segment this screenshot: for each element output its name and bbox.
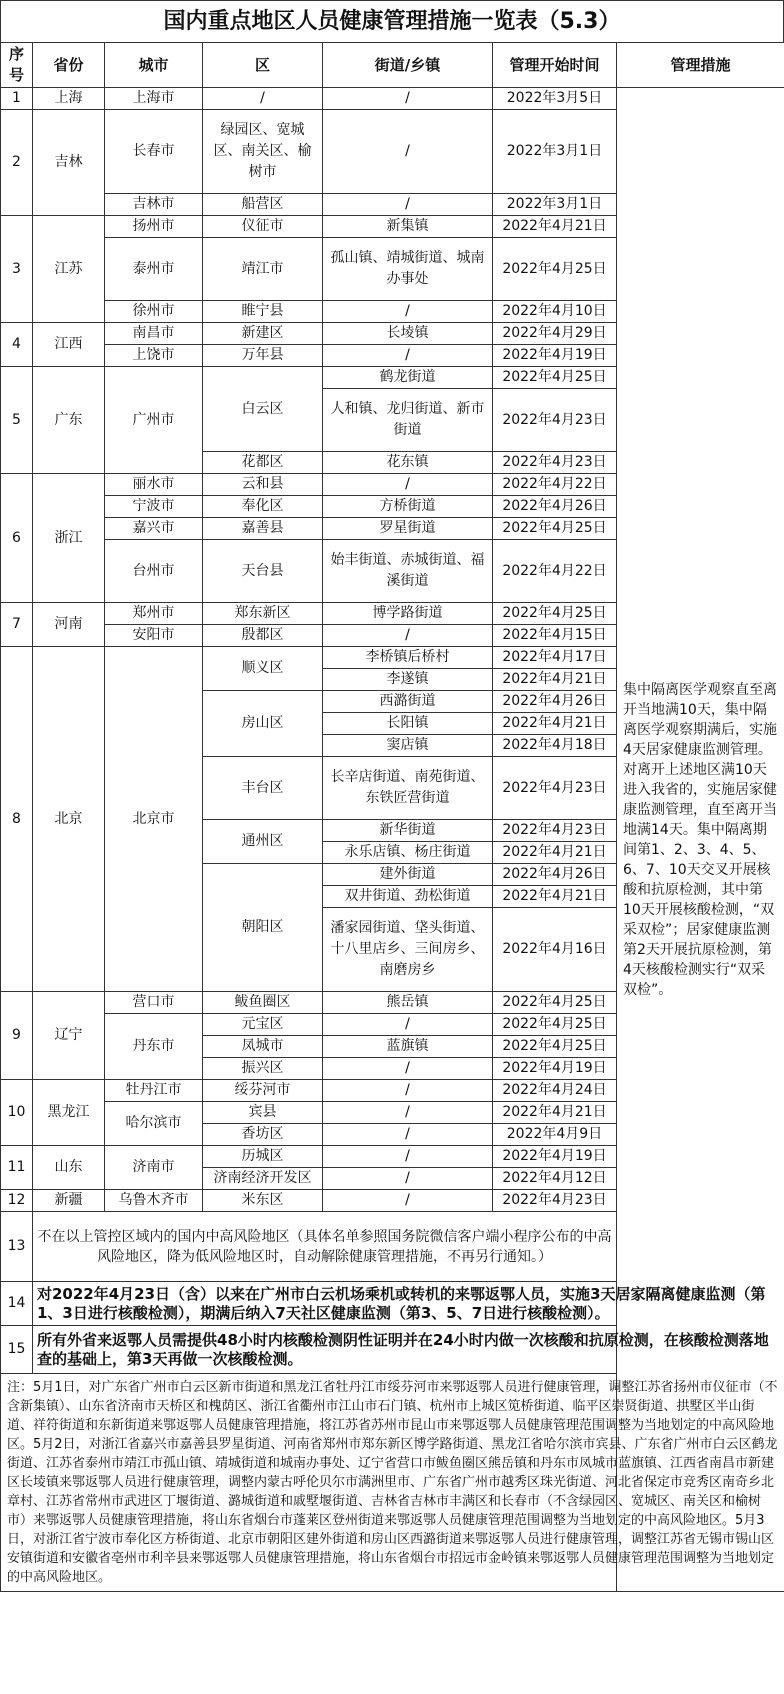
cell-district: 振兴区 bbox=[203, 1058, 323, 1080]
cell-start: 2022年4月25日 bbox=[493, 367, 617, 389]
cell-province: 上海 bbox=[33, 88, 105, 110]
cell-street: / bbox=[323, 1146, 493, 1168]
cell-street: / bbox=[323, 1102, 493, 1124]
cell-district: 新建区 bbox=[203, 323, 323, 345]
cell-district: 米东区 bbox=[203, 1190, 323, 1212]
cell-street: / bbox=[323, 110, 493, 194]
cell-city: 哈尔滨市 bbox=[105, 1102, 203, 1146]
outside-province-rule: 所有外省来返鄂人员需提供48小时内核酸检测阴性证明并在24小时内做一次核酸和抗原检测，在核酸检测落地查的基础上，第3天再做一次核酸检测。 bbox=[33, 1326, 784, 1374]
cell-district: 香坊区 bbox=[203, 1124, 323, 1146]
cell-district: 靖江市 bbox=[203, 238, 323, 301]
cell-start: 2022年4月21日 bbox=[493, 842, 617, 864]
other-areas-cell: 不在以上管控区域内的国内中高风险地区（具体名单参照国务院微信客户端小程序公布的中高风险地区，降为低风险地区时，自动解除健康管理措施，不再另行通知。） bbox=[33, 1212, 617, 1282]
cell-street: 永乐店镇、杨庄街道 bbox=[323, 842, 493, 864]
cell-street: 李遂镇 bbox=[323, 669, 493, 691]
cell-district: 花都区 bbox=[203, 452, 323, 474]
cell-district: 凤城市 bbox=[203, 1036, 323, 1058]
cell-province: 黑龙江 bbox=[33, 1080, 105, 1146]
header-measures: 管理措施 bbox=[617, 43, 784, 88]
cell-district: 通州区 bbox=[203, 820, 323, 864]
cell-city: 扬州市 bbox=[105, 216, 203, 238]
cell-start: 2022年4月19日 bbox=[493, 345, 617, 367]
cell-district: 鲅鱼圈区 bbox=[203, 992, 323, 1014]
cell-street: 鹤龙街道 bbox=[323, 367, 493, 389]
cell-street: 蓝旗镇 bbox=[323, 1036, 493, 1058]
cell-province: 江西 bbox=[33, 323, 105, 367]
cell-city: 北京市 bbox=[105, 647, 203, 992]
cell-start: 2022年4月23日 bbox=[493, 452, 617, 474]
cell-district: 睢宁县 bbox=[203, 301, 323, 323]
cell-street: 人和镇、龙归街道、新市街道 bbox=[323, 389, 493, 452]
cell-start: 2022年4月23日 bbox=[493, 820, 617, 842]
cell-province: 浙江 bbox=[33, 474, 105, 603]
note-text: 注：5月1日，对广东省广州市白云区新市街道和黑龙江省牡丹江市绥芬河市来鄂返鄂人员进行健康管理，调整江苏省扬州市仪征市（不含新集镇）、山东省济南市天桥区和槐荫区、浙江省衢州市江山市石门镇、杭州市上城区笕桥街道、临平区崇贤街道、拱墅区半山街道、祥符街道和东新街道来鄂返鄂人员健康管理措施，将江苏省苏州市昆山市来鄂返鄂人员健康管理范围调整为当地划定的中高风险地区。5月2日，对浙江省嘉兴市嘉善县罗星街道、河南省郑州市郑东新区博学路街道、黑龙江省哈尔滨市宾县、广东省广州市白云区鹤龙街道、江苏省泰州市靖江市孤山镇、靖城街道和城南办事处、辽宁省营口市鲅鱼圈区熊岳镇和丹东市凤城市蓝旗镇、江西省南昌市新建区长堎镇来鄂返鄂人员进行健康管理，调整内蒙古呼伦贝尔市满洲里市、广东省广州市越秀区珠光街道、河北省保定市竞秀区南奇乡北章村、江苏省常州市武进区丁堰街道、潞城街道和戚墅堰街道、吉林省吉林市丰满区和长春市（不含绿园区、宽城区、南关区和榆树市）来鄂返鄂人员健康管理措施，将山东省烟台市蓬莱区登州街道来鄂返鄂人员健康管理范围调整为当地划定的中高风险地区。5月3日，对浙江省宁波市奉化区方桥街道、北京市朝阳区建外街道和房山区西潞街道来鄂返鄂人员进行健康管理，调整江苏省无锡市锡山区安镇街道和安徽省亳州市利辛县来鄂返鄂人员健康管理措施，将山东省烟台市招远市金岭镇来鄂返鄂人员健康管理范围调整为当地划定的中高风险地区。 bbox=[1, 1374, 784, 1592]
cell-start: 2022年3月1日 bbox=[493, 110, 617, 194]
cell-start: 2022年4月25日 bbox=[493, 1036, 617, 1058]
cell-no: 6 bbox=[1, 474, 33, 603]
cell-province: 山东 bbox=[33, 1146, 105, 1190]
cell-start: 2022年4月23日 bbox=[493, 757, 617, 820]
cell-start: 2022年4月23日 bbox=[493, 389, 617, 452]
cell-district: 万年县 bbox=[203, 345, 323, 367]
cell-start: 2022年4月25日 bbox=[493, 518, 617, 540]
cell-street: / bbox=[323, 1014, 493, 1036]
cell-start: 2022年4月21日 bbox=[493, 216, 617, 238]
cell-start: 2022年4月25日 bbox=[493, 238, 617, 301]
cell-start: 2022年4月16日 bbox=[493, 908, 617, 992]
cell-street: / bbox=[323, 474, 493, 496]
header-start: 管理开始时间 bbox=[493, 43, 617, 88]
cell-street: 熊岳镇 bbox=[323, 992, 493, 1014]
cell-province: 北京 bbox=[33, 647, 105, 992]
cell-street: 博学路街道 bbox=[323, 603, 493, 625]
cell-province: 河南 bbox=[33, 603, 105, 647]
cell-street: 方桥街道 bbox=[323, 496, 493, 518]
cell-start: 2022年4月25日 bbox=[493, 992, 617, 1014]
cell-city: 泰州市 bbox=[105, 238, 203, 301]
cell-street: 花东镇 bbox=[323, 452, 493, 474]
cell-city: 长春市 bbox=[105, 110, 203, 194]
cell-district: 嘉善县 bbox=[203, 518, 323, 540]
cell-start: 2022年4月9日 bbox=[493, 1124, 617, 1146]
cell-street: 新集镇 bbox=[323, 216, 493, 238]
cell-start: 2022年4月17日 bbox=[493, 647, 617, 669]
cell-province: 广东 bbox=[33, 367, 105, 474]
cell-no: 7 bbox=[1, 603, 33, 647]
cell-district: / bbox=[203, 88, 323, 110]
cell-city: 徐州市 bbox=[105, 301, 203, 323]
cell-province: 江苏 bbox=[33, 216, 105, 323]
table-row bbox=[1, 1282, 784, 1326]
cell-start: 2022年4月26日 bbox=[493, 864, 617, 886]
cell-start: 2022年4月22日 bbox=[493, 474, 617, 496]
cell-district: 宾县 bbox=[203, 1102, 323, 1124]
cell-start: 2022年4月21日 bbox=[493, 1102, 617, 1124]
cell-start: 2022年4月10日 bbox=[493, 301, 617, 323]
cell-no: 12 bbox=[1, 1190, 33, 1212]
header-district: 区 bbox=[203, 43, 323, 88]
cell-district: 奉化区 bbox=[203, 496, 323, 518]
cell-city: 安阳市 bbox=[105, 625, 203, 647]
cell-start: 2022年4月22日 bbox=[493, 540, 617, 603]
cell-start: 2022年4月21日 bbox=[493, 713, 617, 735]
cell-street: 建外街道 bbox=[323, 864, 493, 886]
page-title: 国内重点地区人员健康管理措施一览表（5.3） bbox=[0, 0, 784, 42]
cell-street: 长辛店街道、南苑街道、东铁匠营街道 bbox=[323, 757, 493, 820]
cell-district: 顺义区 bbox=[203, 647, 323, 691]
cell-province: 辽宁 bbox=[33, 992, 105, 1080]
measures-cell: 集中隔离医学观察直至离开当地满10天，集中隔离医学观察期满后，实施4天居家健康监测管理。对离开上述地区满10天进入我省的，实施居家健康监测管理，直至离开当地满14天。集中隔离期间第1、2、3、4、5、6、7、10天交叉开展核酸和抗原检测，其中第10天开展核酸检测，“双采双检”；居家健康监测第2天开展抗原检测，第4天核酸检测实行“双采双检”。 bbox=[617, 88, 784, 1592]
cell-start: 2022年4月26日 bbox=[493, 691, 617, 713]
cell-street: 罗星街道 bbox=[323, 518, 493, 540]
cell-street: 长阳镇 bbox=[323, 713, 493, 735]
cell-city: 宁波市 bbox=[105, 496, 203, 518]
table-row bbox=[1, 88, 784, 110]
cell-start: 2022年4月21日 bbox=[493, 669, 617, 691]
cell-street: / bbox=[323, 1124, 493, 1146]
cell-city: 郑州市 bbox=[105, 603, 203, 625]
header-city: 城市 bbox=[105, 43, 203, 88]
cell-district: 房山区 bbox=[203, 691, 323, 757]
cell-start: 2022年4月23日 bbox=[493, 1190, 617, 1212]
cell-district: 绥芬河市 bbox=[203, 1080, 323, 1102]
cell-province: 吉林 bbox=[33, 110, 105, 216]
cell-street: / bbox=[323, 1080, 493, 1102]
cell-no: 8 bbox=[1, 647, 33, 992]
cell-no: 1 bbox=[1, 88, 33, 110]
cell-district: 朝阳区 bbox=[203, 864, 323, 992]
cell-start: 2022年4月12日 bbox=[493, 1168, 617, 1190]
cell-street: 长堎镇 bbox=[323, 323, 493, 345]
cell-street: / bbox=[323, 1168, 493, 1190]
table-row bbox=[1, 1326, 784, 1374]
cell-district: 历城区 bbox=[203, 1146, 323, 1168]
cell-start: 2022年4月25日 bbox=[493, 1014, 617, 1036]
cell-city: 广州市 bbox=[105, 367, 203, 474]
cell-city: 丹东市 bbox=[105, 1014, 203, 1080]
cell-district: 郑东新区 bbox=[203, 603, 323, 625]
cell-district: 白云区 bbox=[203, 367, 323, 452]
cell-city: 营口市 bbox=[105, 992, 203, 1014]
cell-district: 元宝区 bbox=[203, 1014, 323, 1036]
cell-street: / bbox=[323, 88, 493, 110]
cell-start: 2022年4月24日 bbox=[493, 1080, 617, 1102]
cell-city: 南昌市 bbox=[105, 323, 203, 345]
cell-city: 丽水市 bbox=[105, 474, 203, 496]
cell-street: 新华街道 bbox=[323, 820, 493, 842]
cell-start: 2022年3月1日 bbox=[493, 194, 617, 216]
cell-city: 上海市 bbox=[105, 88, 203, 110]
cell-district: 丰台区 bbox=[203, 757, 323, 820]
measures-table bbox=[0, 42, 784, 1592]
cell-city: 济南市 bbox=[105, 1146, 203, 1190]
cell-no: 5 bbox=[1, 367, 33, 474]
cell-no: 4 bbox=[1, 323, 33, 367]
cell-city: 台州市 bbox=[105, 540, 203, 603]
cell-street: / bbox=[323, 194, 493, 216]
cell-start: 2022年4月19日 bbox=[493, 1058, 617, 1080]
cell-city: 上饶市 bbox=[105, 345, 203, 367]
cell-district: 殷都区 bbox=[203, 625, 323, 647]
header-province: 省份 bbox=[33, 43, 105, 88]
cell-start: 2022年3月5日 bbox=[493, 88, 617, 110]
cell-start: 2022年4月15日 bbox=[493, 625, 617, 647]
cell-no: 3 bbox=[1, 216, 33, 323]
table-header-row bbox=[1, 43, 784, 88]
cell-start: 2022年4月18日 bbox=[493, 735, 617, 757]
cell-street: / bbox=[323, 1058, 493, 1080]
cell-city: 嘉兴市 bbox=[105, 518, 203, 540]
cell-city: 吉林市 bbox=[105, 194, 203, 216]
header-street: 街道/乡镇 bbox=[323, 43, 493, 88]
cell-street: 始丰街道、赤城街道、福溪街道 bbox=[323, 540, 493, 603]
cell-street: 窦店镇 bbox=[323, 735, 493, 757]
cell-no: 11 bbox=[1, 1146, 33, 1190]
cell-start: 2022年4月26日 bbox=[493, 496, 617, 518]
cell-start: 2022年4月29日 bbox=[493, 323, 617, 345]
cell-street: 西潞街道 bbox=[323, 691, 493, 713]
cell-start: 2022年4月25日 bbox=[493, 603, 617, 625]
cell-start: 2022年4月19日 bbox=[493, 1146, 617, 1168]
cell-no: 9 bbox=[1, 992, 33, 1080]
note-row bbox=[1, 1374, 784, 1592]
cell-district: 云和县 bbox=[203, 474, 323, 496]
cell-no: 14 bbox=[1, 1282, 33, 1326]
cell-province: 新疆 bbox=[33, 1190, 105, 1212]
guangzhou-airport-rule: 对2022年4月23日（含）以来在广州市白云机场乘机或转机的来鄂返鄂人员，实施3天居家隔离健康监测（第1、3日进行核酸检测），期满后纳入7天社区健康监测（第3、5、7日进行核酸检测）。 bbox=[33, 1282, 784, 1326]
cell-street: 李桥镇后桥村 bbox=[323, 647, 493, 669]
cell-district: 船营区 bbox=[203, 194, 323, 216]
cell-street: / bbox=[323, 345, 493, 367]
cell-district: 绿园区、宽城区、南关区、榆树市 bbox=[203, 110, 323, 194]
cell-district: 仪征市 bbox=[203, 216, 323, 238]
cell-no: 15 bbox=[1, 1326, 33, 1374]
header-no: 序号 bbox=[1, 43, 33, 88]
cell-street: 孤山镇、靖城街道、城南办事处 bbox=[323, 238, 493, 301]
cell-street: / bbox=[323, 625, 493, 647]
cell-district: 天台县 bbox=[203, 540, 323, 603]
cell-start: 2022年4月21日 bbox=[493, 886, 617, 908]
cell-street: / bbox=[323, 1190, 493, 1212]
cell-no: 2 bbox=[1, 110, 33, 216]
cell-district: 济南经济开发区 bbox=[203, 1168, 323, 1190]
cell-no: 13 bbox=[1, 1212, 33, 1282]
cell-street: 潘家园街道、垡头街道、十八里店乡、三间房乡、南磨房乡 bbox=[323, 908, 493, 992]
cell-no: 10 bbox=[1, 1080, 33, 1146]
cell-street: 双井街道、劲松街道 bbox=[323, 886, 493, 908]
cell-street: / bbox=[323, 301, 493, 323]
cell-city: 牡丹江市 bbox=[105, 1080, 203, 1102]
cell-city: 乌鲁木齐市 bbox=[105, 1190, 203, 1212]
